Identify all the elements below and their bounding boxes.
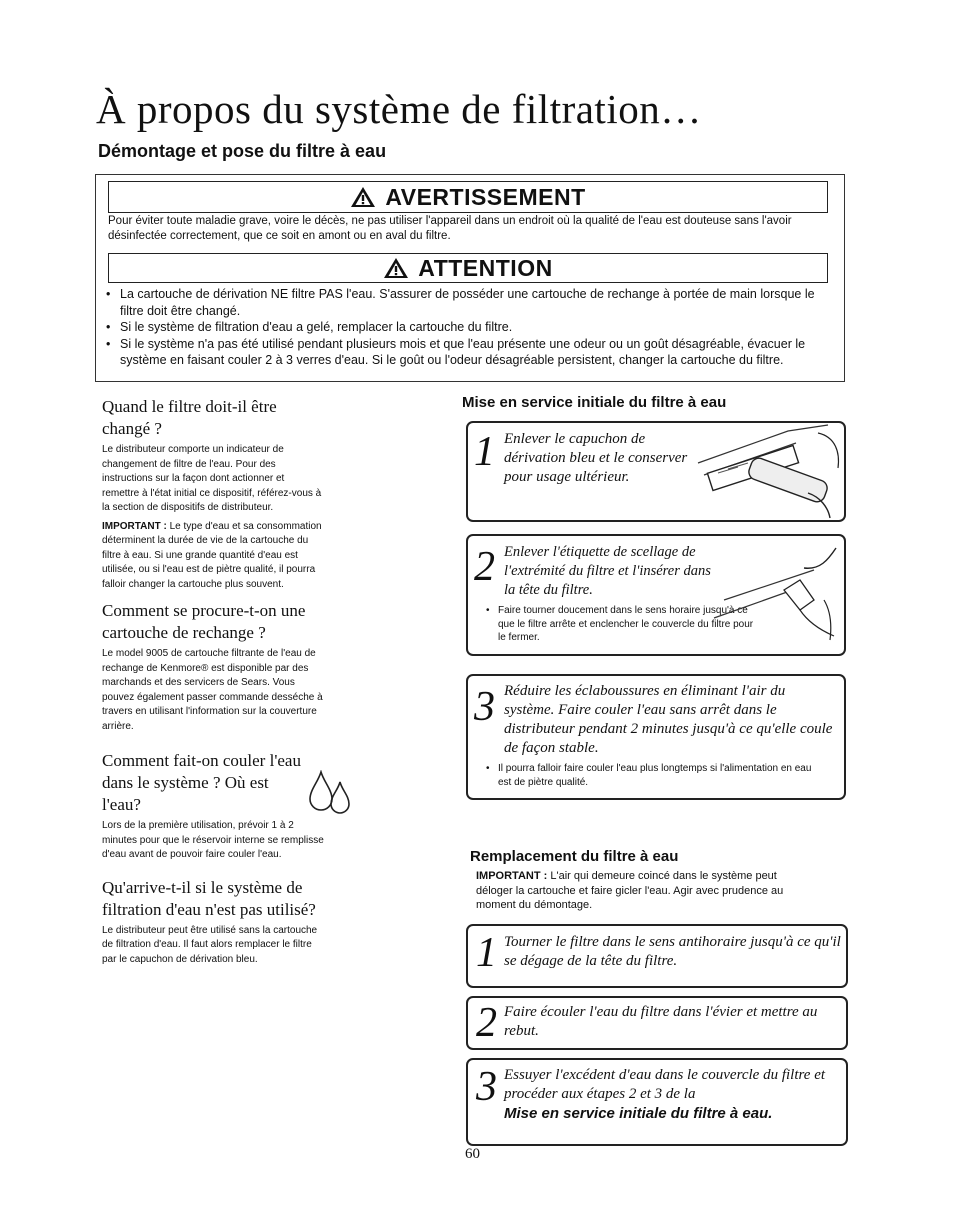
faq-answer: Le distributeur comporte un indicateur de changement de filtre de l'eau. Pour des instructions sur la façon dont actionner et remettre à l'état initial ce dispositif, référez-vous à la section de dispositifs de distributeur. <box>102 444 322 513</box>
step-note: • Il pourra falloir faire couler l'eau plus longtemps si l'alimentation en eau est de piètre qualité. <box>486 762 818 789</box>
important-label: IMPORTANT : <box>476 870 548 882</box>
faq-question: Quand le filtre doit-il être changé ? <box>102 397 277 438</box>
step-note: • Faire tourner doucement dans le sens horaire jusqu'à ce que le filtre arrête et enclencher le couvercle du filtre pour le fermer. <box>486 604 760 645</box>
cross-reference: Mise en service initiale du filtre à eau. <box>504 1105 773 1122</box>
faq-answer: Lors de la première utilisation, prévoir 1 à 2 minutes pour que le réservoir interne se remplisse d'eau avant de pouvoir faire couler l'eau. <box>102 820 324 860</box>
replace-title: Remplacement du filtre à eau <box>470 848 679 865</box>
step-text: Enlever le capuchon de dérivation bleu et le conserver pour usage ultérieur. <box>504 431 688 485</box>
replace-important <box>476 869 816 913</box>
step-number: 1 <box>474 429 495 475</box>
faq-answer: Le model 9005 de cartouche filtrante de l'eau de rechange de Kenmore® est disponible par des marchands et des servicers de Sears. Vous pouvez également passer commande desséche à travers en utilisant l'information sur la couverture arrière. <box>102 648 323 732</box>
step-number: 1 <box>476 930 497 976</box>
water-drop-icon <box>304 770 356 818</box>
warning-triangle-icon <box>383 257 409 279</box>
replace-step-2 <box>466 996 848 1050</box>
step-number: 3 <box>476 1064 497 1110</box>
page-title: À propos du système de filtration… <box>96 86 702 132</box>
replace-step-1 <box>466 924 848 988</box>
install-step-1 <box>466 421 846 522</box>
section-title: Démontage et pose du filtre à eau <box>98 141 387 161</box>
warning-block <box>95 174 845 382</box>
important-label: IMPORTANT : <box>102 520 167 532</box>
install-title: Mise en service initiale du filtre à eau <box>462 394 727 411</box>
replace-step-3 <box>466 1058 848 1146</box>
attention-bullet: • La cartouche de dérivation NE filtre PAS l'eau. S'assurer de posséder une cartouche de rechange à portée de main lorsque le filtre doit être changé. <box>106 286 838 319</box>
step-text-body: Essuyer l'excédent d'eau dans le couvercle du filtre et procéder aux étapes 2 et 3 de la <box>504 1067 826 1102</box>
faq-column <box>102 396 324 971</box>
install-step-3 <box>466 674 846 800</box>
faq-question: Comment se procure-t-on une cartouche de rechange ? <box>102 601 306 642</box>
page-number: 60 <box>465 1146 480 1162</box>
step-text: Réduire les éclaboussures en éliminant l'air du système. Faire couler l'eau sans arrêt dans le distributeur pendant 2 minutes jusqu'à ce qu'elle coule de façon stable. <box>504 683 833 756</box>
step-text: Faire écouler l'eau du filtre dans l'évier et mettre au rebut. <box>504 1004 818 1039</box>
faq-important <box>102 520 324 593</box>
faq-question: Comment fait-on couler l'eau dans le système ? Où est l'eau? <box>102 751 301 814</box>
warning-label: AVERTISSEMENT <box>385 183 586 210</box>
warning-text: Pour éviter toute maladie grave, voire le décès, ne pas utiliser l'appareil dans un endroit où la qualité de l'eau est douteuse sans l'avoir désinfectée correctement, que ce soit en amont ou en aval du filtre. <box>108 215 792 242</box>
attention-bullet: • Si le système de filtration d'eau a gelé, remplacer la cartouche du filtre. <box>106 319 838 336</box>
warning-banner <box>108 181 828 213</box>
faq-answer: Le distributeur peut être utilisé sans la cartouche de filtration d'eau. Il faut alors remplacer le filtre par le capuchon de dérivation bleu. <box>102 924 318 965</box>
step-text: Tourner le filtre dans le sens antihoraire jusqu'à ce qu'il se dégage de la tête du filtre. <box>504 934 841 969</box>
filter-cartridge-icon <box>678 423 844 520</box>
important-text: Le type d'eau et sa consommation déterminent la durée de vie de la cartouche du filtre à eau. Si une grande quantité d'eau est utilisée, ou si l'eau est de piètre qualité, il pourra falloir changer la cartouche plus souvent. <box>102 520 322 590</box>
step-text <box>504 1066 834 1123</box>
important-text: L'air qui demeure coincé dans le système peut déloger la cartouche et faire gicler l'eau. Agir avec prudence au moment du démontage. <box>476 870 784 911</box>
step-number: 2 <box>476 1000 497 1046</box>
faq-question: Qu'arrive-t-il si le système de filtration d'eau n'est pas utilisé? <box>102 877 316 919</box>
step-number: 2 <box>474 544 495 590</box>
attention-banner <box>108 253 828 283</box>
filter-cartridge-icon <box>704 540 844 650</box>
step-text: Enlever l'étiquette de scellage de l'extrémité du filtre et l'insérer dans la tête du filtre. <box>504 544 711 598</box>
install-step-2 <box>466 534 846 656</box>
step-number: 3 <box>474 684 495 730</box>
attention-bullet: • Si le système n'a pas été utilisé pendant plusieurs mois et que l'eau présente une odeur ou un goût désagréable, évacuer le système en faisant couler 2 à 3 verres d'eau. Si le goût ou l'odeur désagréable persistent, changer la cartouche du filtre. <box>106 336 838 369</box>
warning-triangle-icon <box>350 186 376 208</box>
attention-list <box>106 286 838 369</box>
attention-label: ATTENTION <box>418 254 553 281</box>
